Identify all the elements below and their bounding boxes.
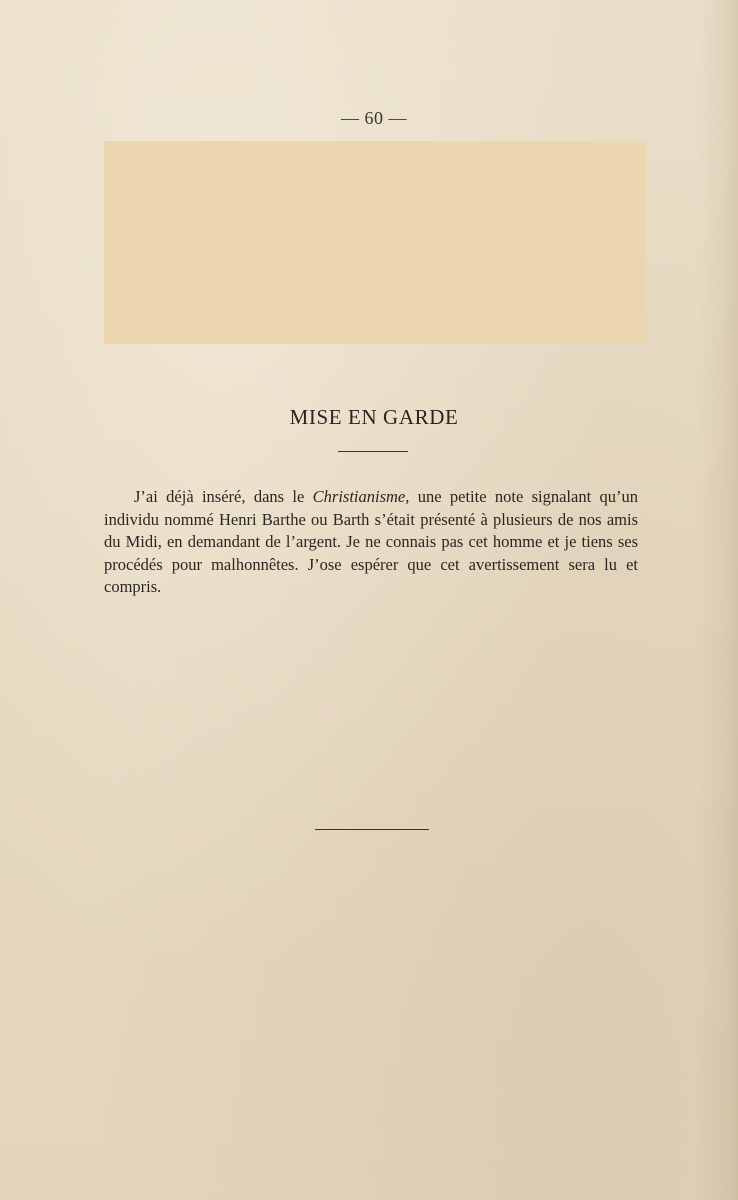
paragraph-text-start: J’ai déjà inséré, dans le bbox=[134, 487, 313, 506]
italic-publication-title: Christianisme, bbox=[312, 487, 410, 506]
paragraph-text-end: une petite note signalant qu’un individu nommé Henri Barthe ou Barth s’était présenté à plusieurs de nos amis du Midi, en demandant de l’argent. Je ne connais pas cet homme et je tiens ses procédés pour malhonnêtes. J’ose espérer que cet avertissement sera lu et compris. bbox=[104, 487, 639, 596]
body-paragraph bbox=[104, 486, 638, 599]
section-title: MISE EN GARDE bbox=[289, 405, 459, 429]
title-underline bbox=[338, 451, 408, 452]
page-number: — 60 — bbox=[341, 108, 407, 128]
page-fold-shadow bbox=[698, 0, 738, 1200]
redacted-block bbox=[104, 141, 646, 344]
end-rule bbox=[315, 829, 429, 830]
